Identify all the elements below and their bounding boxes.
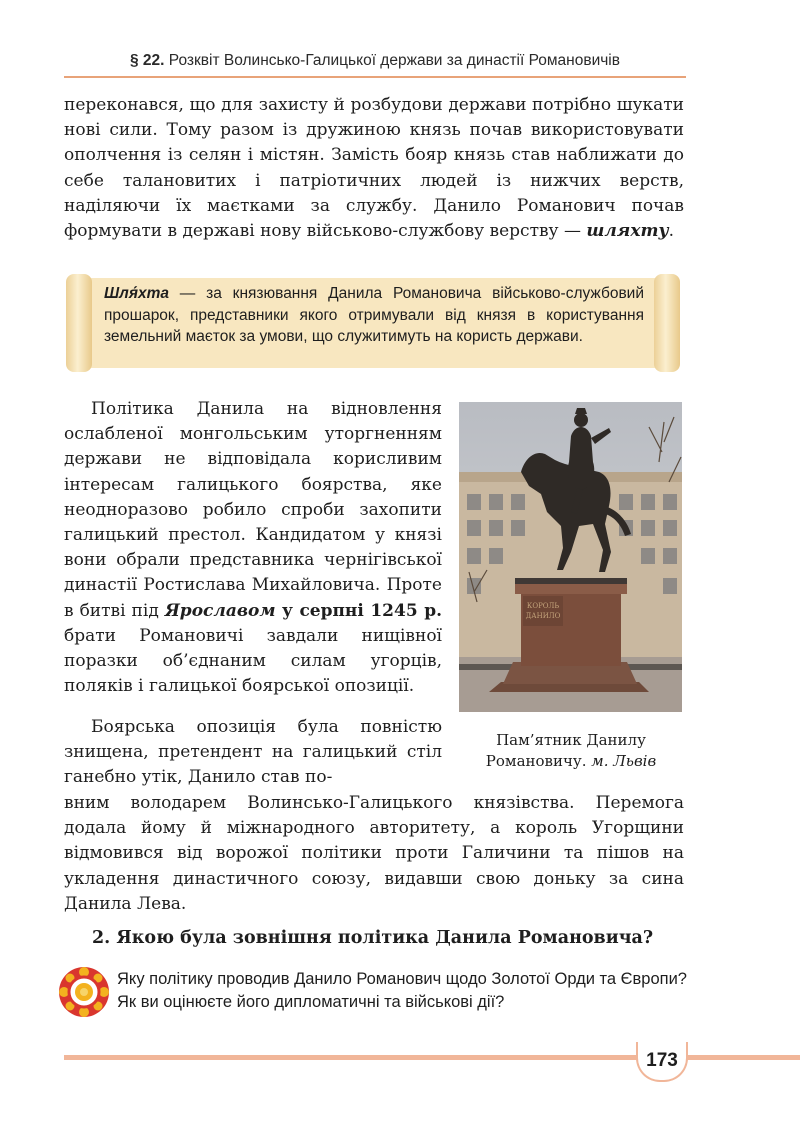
pedestal-inscription-2: ДАНИЛО bbox=[525, 612, 561, 620]
scroll-roll-right bbox=[654, 274, 680, 372]
page-number: 173 bbox=[636, 1042, 688, 1082]
caption-text: Пам’ятник Данилу Романовичу. bbox=[485, 731, 646, 770]
caption-city: м. Львів bbox=[591, 752, 657, 770]
section-title: Розквіт Волинсько-Галицької держави за династії Романовичів bbox=[168, 52, 620, 69]
section-question: 2. Якою була зовнішня політика Данила Романовича? bbox=[92, 928, 654, 948]
definition-scroll bbox=[66, 274, 680, 372]
battle-date: у серпні 1245 р. bbox=[275, 600, 442, 621]
battle-place: Ярославом bbox=[164, 600, 276, 621]
definition-body: — за князювання Данила Романовича військово-службовий прошарок, представники якого отримували від князя в користування земельний маєток за умови, що служитимуть на користь держави. bbox=[104, 285, 644, 345]
paragraph-1-end: . bbox=[668, 221, 675, 242]
paragraph-1-text: переконався, що для захисту й розбудови держави потрібно шукати нові сили. Тому разом із дружиною князь почав використовувати ополчення із селян і містян. Замість бояр князь став наближати до себе талановитих і патріотичних людей із нижчих верств, наділяючи їх маєтками за службу. Данило Романович почав формувати в державі нову військово-службову верству — bbox=[64, 95, 684, 242]
paragraph-4: вним володарем Волинсько-Галицького князівства. Перемога додала йому й міжнародного авторитету, а король Угорщини відмовився від ворожої політики проти Галичини та пішов на укладення династичного союзу, видавши свою доньку за сина Данила Лева. bbox=[64, 793, 684, 914]
footer-line bbox=[64, 1055, 800, 1060]
monument-photo bbox=[459, 402, 682, 712]
ornament-sun-icon bbox=[58, 966, 110, 1018]
paragraph-1 bbox=[64, 93, 684, 244]
term-shliakhta: шляхту bbox=[586, 221, 669, 242]
paragraph-2 bbox=[64, 397, 442, 699]
paragraph-2-text-b: брати Романовичі завдали нищівної поразки об’єднаним силам угорців, поляків і галицької боярської опозиції. bbox=[64, 625, 442, 697]
section-number: § 22. bbox=[130, 52, 165, 69]
pedestal-inscription-1: КОРОЛЬ bbox=[526, 602, 560, 610]
running-header bbox=[64, 52, 686, 78]
definition-text bbox=[104, 283, 644, 348]
monument-illustration bbox=[459, 402, 682, 712]
photo-caption bbox=[455, 730, 687, 772]
paragraph-3: Боярська опозиція була повністю знищена, претендент на галицький стіл ганебно утік, Данило став по- bbox=[64, 717, 442, 788]
scroll-roll-left bbox=[66, 274, 92, 372]
definition-term: Шля́хта bbox=[104, 285, 169, 302]
paragraph-2-text-a: Політика Данила на відновлення ослабленої монгольським уторгненням держави не відповідала корисливим інтересам галицького боярства, яке неодноразово робило спроби захопити галицький престол. Кандидатом у князі вони обрали представника чернігівської династії Ростислава Михайловича. Проте в битві під bbox=[64, 399, 442, 621]
task-text: Яку політику проводив Данило Романович щодо Золотої Орди та Європи? Як ви оцінюєте його дипломатичні та військові дії? bbox=[117, 970, 687, 1011]
